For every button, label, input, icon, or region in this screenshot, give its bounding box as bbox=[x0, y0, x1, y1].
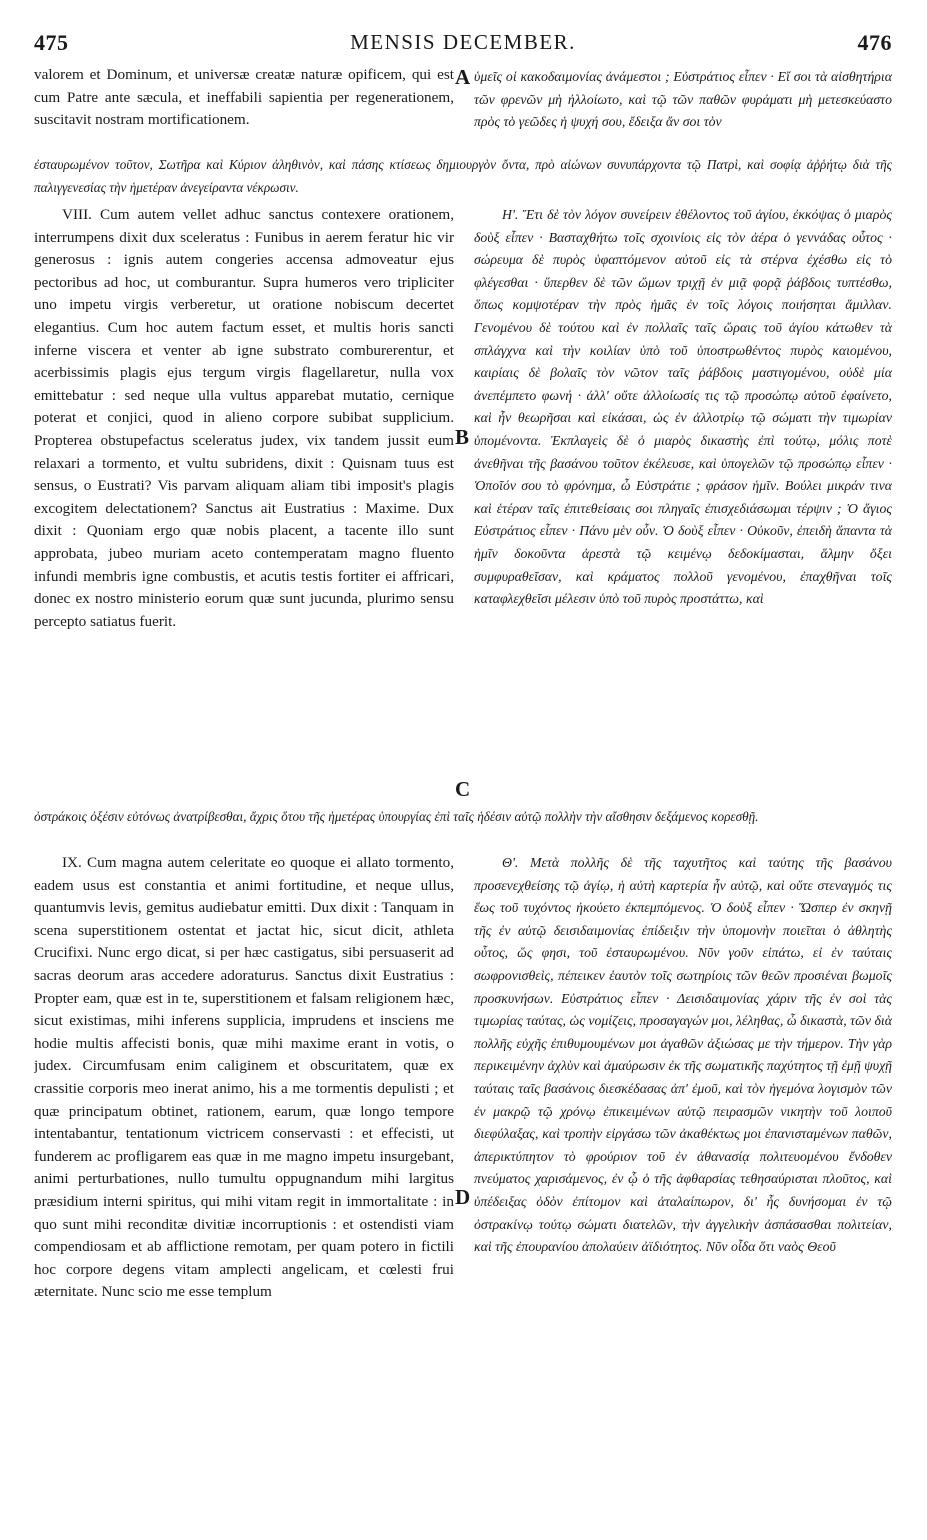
margin-mark-b: B bbox=[455, 425, 470, 449]
latin-paragraph-1: valorem et Dominum, et universæ creatæ naturæ opificem, qui est cum Patre ante sæcula, et ineffabili sapientia per regenerationem, suscitavit nostram mortificationem. bbox=[34, 66, 454, 129]
greek-column-middle bbox=[474, 204, 892, 810]
greek-column-top bbox=[474, 66, 892, 156]
greek-spanning-block-2 bbox=[34, 806, 892, 852]
margin-mark-d: D bbox=[455, 1185, 471, 1209]
latin-column-bottom bbox=[34, 852, 454, 1522]
greek-spanning-block-1 bbox=[34, 154, 892, 200]
greek-paragraph-4: ὀστράκοις ὀξέσιν εὐτόνως ἀνατρίβεσθαι, ἄχρις ὅτου τῆς ἡμετέρας ὑπουργίας ἐπὶ ταῖς ἡδέσιν αὐτῷ πολλὴν τὴν αἴσθησιν δεξάμενος κορεσθῇ. bbox=[34, 809, 759, 824]
running-title: MENSIS DECEMBER. bbox=[350, 30, 576, 54]
latin-column-top bbox=[34, 64, 454, 134]
margin-mark-a: A bbox=[455, 65, 471, 89]
running-header bbox=[34, 30, 892, 60]
latin-paragraph-3: IX. Cum magna autem celeritate eo quoque ei allato tormento, eadem usus est constantia et animi fortitudine, et neque ullus, quantumvis levis, gemitus audiebatur emitti. Dux dixit : Tanquam in scena superstitionem ostentat et jactat hic, sicut dicit, athleta Crucifixi. Nunc ergo dicat, si per hæc castigatus, sibi persuaserit ad sacras deorum aras accedere adoraturus. Sanctus dixit Eustratius : Propter eam, quæ est in te, superstitionem et falsam religionem hæc, sicut existimas, mihi inferens supplicia, imprudens et insciens me hodie multis affecisti bonis, quæ mihi maxime erant in votis, o judex. Circumfusam enim caliginem et obscuritatem, quæ ex crassitie corporis meo inerat animo, his a me tormentis depulisti ; et quæ principatum obtinet, rationem, earum, quæ longo tempore intentabantur, tentationum victricem conservasti : et effecisti, ut funderem ac profligarem eas quæ in me magno impetu insurgebant, animi perturbationes, nullo tumultu oppugnandum mihi largitus præsidium interni spiritus, qui mihi vitam regit in immortalitate : in quo sunt mihi reconditæ divitiæ incorruptionis : et ostendisti viam compendiosam et ab afflictione remotam, per quam potero in fictili hoc corpore degens vitam amplecti angelicam, et cœlesti frui æternitate. Nunc scio me esse templum bbox=[34, 854, 454, 1301]
page-number-left: 475 bbox=[34, 30, 69, 55]
margin-mark-c: C bbox=[455, 777, 471, 801]
greek-paragraph-1: ὑμεῖς οἱ κακοδαιμονίας ἀνάμεστοι ; Εὐστράτιος εἶπεν · Εἴ σοι τὰ αἰσθητήρια τῶν φρενῶν μὴ ἠλλοίωτο, καὶ τῷ τῶν παθῶν φυράματι μὴ μετεσκεύαστο πρὸς τὸ γεῶδες ἡ ψυχή σου, ἔδειξα ἄν σοι τὸν bbox=[474, 69, 892, 130]
page-number-right: 476 bbox=[857, 30, 892, 55]
greek-column-bottom bbox=[474, 852, 892, 1524]
latin-paragraph-2: VIII. Cum autem vellet adhuc sanctus contexere orationem, interrumpens dixit dux sceleratus : Funibus in aerem feratur hic vir generosus : ignis autem congeries accensa admoveatur ejus pectoribus ad hoc, ut comburantur. Supra humeros vero tripliciter uno impetu virgis verberetur, ut oratione nobiscum decertet elegantius. Cum hoc autem factum esset, et multis horis sancti inferne viscera et venter ab igne substrato comburerentur, et acerbissimis plagis ejus tergum virgis flagellaretur, nulla vox emittebatur : sed neque ulla vultus apparebat mutatio, cernique poterat et conjici, quod in alieno corpore subibat supplicium. Propterea obstupefactus sceleratus judex, vix tandem jussit eum relaxari a tormento, et vultu subridens, dixit : Quisnam tuus est sensus, o Eustrati? Vis parvam aliquam aliam tibi imposit's plagis excogitem delectationem? Sanctus ait Eustratius : Maxime. Dux dixit : Quoniam ergo quæ nobis placent, a tacente illo sunt approbata, jubeo muriam aceto contemperatam magno fluento infundi membris igne combustis, et acutis testis fortiter ei affricari, donec ex nostro ministerio eorum quæ sunt jucunda, plurimo sensu percepto satiatus fuerit. bbox=[34, 206, 454, 630]
latin-column-middle bbox=[34, 204, 454, 790]
greek-paragraph-5: Θ'. Μετὰ πολλῆς δὲ τῆς ταχυτῆτος καὶ ταύτης τῆς βασάνου προσενεχθείσης τῷ ἁγίῳ, ἡ αὐτὴ καρτερία ἦν αὐτῷ, καὶ οὔτε στεναγμός τις ἕως τοῦ τυχόντος ἠκούετο ἐκπεμπόμενος. Ὁ δοὺξ εἶπεν · Ὥσπερ ἐν σκηνῇ τῆς ἐν αὐτῷ δεισιδαιμονίας ἐπίδειξιν τὴν ὑπομονὴν ποιεῖται ὁ ἀθλητὴς οὗτος, ὥς φησι, τοῦ ἐσταυρωμένου. Νῦν γοῦν εἰπάτω, εἰ ἐν ταύταις σωφρονισθεὶς, πέπεικεν ἑαυτὸν τοῖς σωτηρίοις τῶν θεῶν προσιέναι βωμοῖς προσκυνήσων. Εὐστράτιος εἶπεν · Δεισιδαιμονίας χάριν τῆς ἐν σοὶ τὰς τιμωρίας ταύτας, ὡς νομίζεις, προσαγαγών μοι, λέληθας, ὦ δικαστὰ, τῶν διὰ πολλῆς εὐχῆς ἐπιθυμουμένων μοι ἀγαθῶν ἀξιώσας με τὴν τήμερον. Τὴν γὰρ περικειμένην ἀχλὺν καὶ ἀμαύρωσιν ἐκ τῆς σωματικῆς παχύτητος τῇ ἐμῇ ψυχῇ ταύταις ταῖς βασάνοις διεσκέδασας ἀπ' ἐμοῦ, καὶ τὸν ἡγεμόνα λογισμὸν τῶν ἐν μακρῷ τῷ χρόνῳ ἐπικειμένων αὐτῷ πειρασμῶν νικητὴν τοῦ λοιποῦ διεφύλαξας, καὶ τροπὴν εἰργάσω τῶν ἀκαθέκτως μοι ἐπανισταμένων παθῶν, ἀπερικτύπητον τὸ φρούριον τοῦ ἐν ἀθανασίᾳ πολιτευομένου ἔνδοθεν πνεύματος χαρισάμενος, ἐν ᾧ ὁ τῆς ἀφθαρσίας τεθησαύρισται πλοῦτος, καὶ ὑπέδειξας ὁδὸν ἐπίτομον καὶ ἀταλαίπωρον, δι' ἧς δυνήσομαι ἐν τῷ ὀστρακίνῳ τούτῳ σώματι διατελῶν, τὴν ἀγγελικὴν ἀσπάσασθαι πολιτείαν, καὶ τῆς ἐπουρανίου ἀπολαύειν ἀϊδιότητος. Νῦν οἶδα ὅτι ναὸς Θεοῦ bbox=[474, 855, 892, 1255]
greek-paragraph-3: Η'. Ἔτι δὲ τὸν λόγον συνείρειν ἐθέλοντος τοῦ ἁγίου, ἐκκόψας ὁ μιαρὸς δοὺξ εἶπεν · Βασταχθήτω τοῖς σχοινίοις εἰς τὸν ἀέρα ὁ γεννάδας οὗτος · σώρευμα δὲ πυρὸς ὑφαπτόμενον αὐτοῦ εἰς τὰ στέρνα ἐχέσθω εἰς τὸ φλέγεσθαι · ὕπερθεν δὲ τῶν ὤμων τριχῇ ἐν μιᾷ φορᾷ ῥάβδοις τυπτέσθω, ὅπως κομψοτέραν τὴν πρὸς ἡμᾶς ἐν τοῖς λόγοις ποιήσηται ἅμιλλαν. Γενομένου δὲ τούτου καὶ ἐν πολλαῖς ταῖς ὥραις τοῦ ἁγίου κάτωθεν τὰ σπλάγχνα καὶ τὴν κοιλίαν ὑπὸ τοῦ ὑποστρωθέντος πυρὸς καιομένου, καιρίαις δὲ βολαῖς τὸν νῶτον ταῖς ῥάβδοις μαστιγομένου, οὐδὲ μία ἀνεπέμπετο φωνή · ἀλλ' οὔτε ἀλλοίωσίς τις τῷ προσώπῳ αὐτοῦ ἐφαίνετο, καὶ ἦν θεωρῆσαι καὶ εἰκάσαι, ὡς ἐν ἀλλοτρίῳ τῷ σώματι τὴν τιμωρίαν ὑπομένοντα. Ἐκπλαγεὶς δὲ ὁ μιαρὸς δικαστὴς ἐπὶ τούτῳ, μόλις ποτὲ ἀνεθῆναι τῆς βασάνου τοῦτον ἐκέλευσε, καὶ ὑπογελῶν τῷ προσώπῳ εἶπεν · Ὁποῖόν σου τὸ φρόνημα, ὦ Εὐστράτιε ; φράσον ἡμῖν. Βούλει μικράν τινα καὶ ἑτέραν ταῖς ἐπιτεθείσαις σοι πληγαῖς ἐπισχεδιάσωμαι τέρψιν ; Ὁ ἅγιος Εὐστράτιος εἶπεν · Πάνυ μὲν οὖν. Ὁ δοὺξ εἶπεν · Οὐκοῦν, ἐπειδὴ ἅπαντα τὰ ἡμῖν δοκοῦντα ἀρεστὰ τῷ κειμένῳ δεδοκίμασται, ἅλμην ὄξει συμφυραθεῖσαν, καὶ κράματος πολλοῦ γενομένου, ἐπαχθῆναι τοῖς καταφλεχθεῖσι μέλεσιν ὑπὸ τοῦ πυρὸς προστάττω, καὶ bbox=[474, 207, 892, 607]
greek-paragraph-2: ἐσταυρωμένον τοῦτον, Σωτῆρα καὶ Κύριον ἀληθινὸν, καὶ πάσης κτίσεως δημιουργὸν ὄντα, πρὸ αἰώνων συνυπάρχοντα τῷ Πατρὶ, καὶ σοφίᾳ ἀῤῥήτῳ διὰ τῆς παλιγγενεσίας τὴν ἡμετέραν ἀνεγείραντα νέκρωσιν. bbox=[34, 157, 892, 195]
